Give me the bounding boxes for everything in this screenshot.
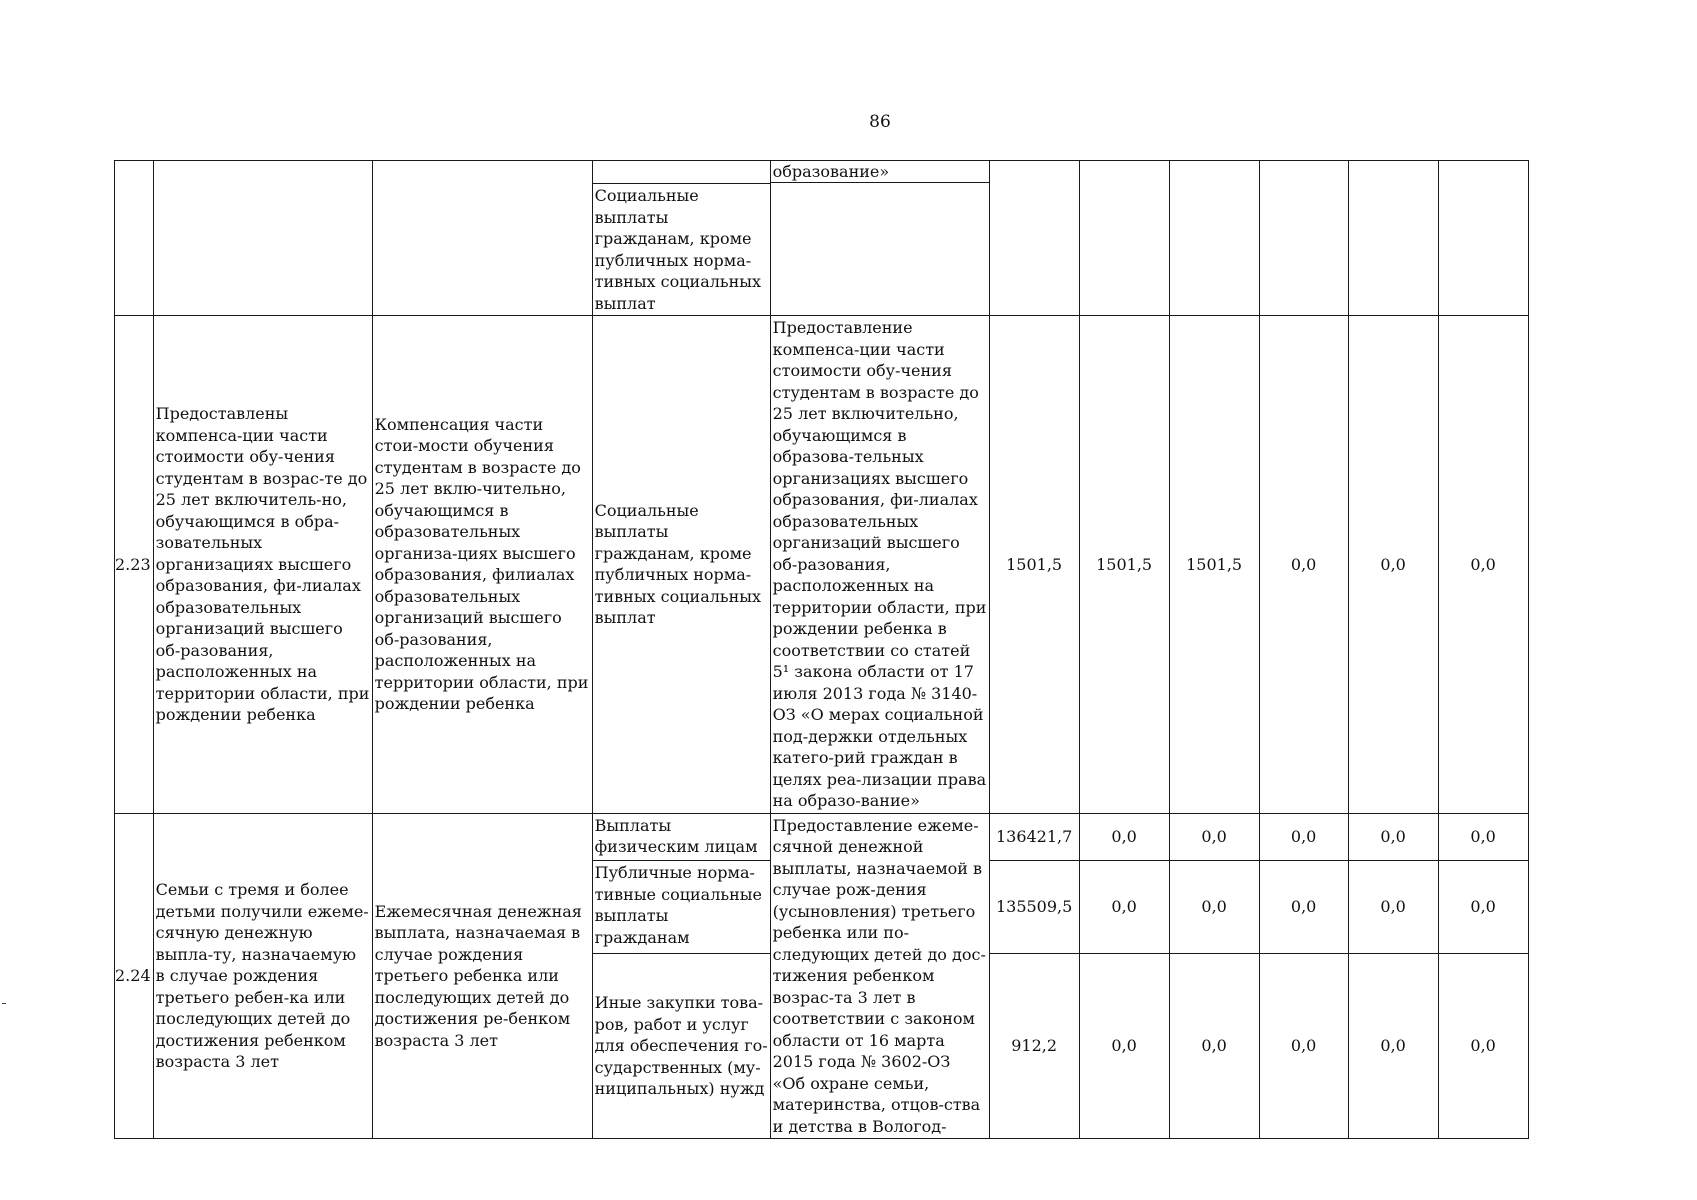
row-value-1: 136421,7 — [989, 813, 1079, 861]
row-value-4: 0,0 — [1259, 953, 1348, 1138]
row-code: 2.24 — [115, 813, 154, 1139]
row-value-3: 0,0 — [1169, 861, 1259, 954]
row-expense-type: Публичные норма-тивные социальные выплаты гражданам — [592, 861, 770, 954]
row-value-6: 0,0 — [1438, 813, 1528, 861]
row-value-3: 1501,5 — [1169, 316, 1259, 814]
row-value-5: 0,0 — [1348, 316, 1438, 814]
row-expense-type: Социальные выплаты гражданам, кроме публичных норма-тивных социальных выплат — [592, 316, 770, 814]
margin-mark — [2, 1003, 6, 1004]
row-value-1: 912,2 — [989, 953, 1079, 1138]
page-number: 86 — [869, 112, 891, 132]
row-value-3: 0,0 — [1169, 953, 1259, 1138]
row-measure: Ежемесячная денежная выплата, назначаемая в случае рождения третьего ребенка или последующих детей до достижения ре-бенком возраста 3 лет — [372, 813, 592, 1139]
cell-value — [1348, 161, 1438, 316]
row-value-2: 0,0 — [1079, 861, 1169, 954]
row-result: Семьи с тремя и более детьми получили ежеме-сячную денежную выпла-ту, назначаемую в случае рождения третьего ребен-ка или последующих детей до достижения ребенком возраста 3 лет — [153, 813, 372, 1139]
row-result: Предоставлены компенса-ции части стоимости обу-чения студентам в возрас-те до 25 лет включитель-но, обучающимся в обра-зовательных организациях высшего образования, фи-лиалах образовательных организаций высшего об-разования, расположенных на территории области, при рождении ребенка — [153, 316, 372, 814]
cell-value — [1438, 161, 1528, 316]
cell-value — [1169, 161, 1259, 316]
cell-result — [153, 161, 372, 316]
table-row-2-23 — [115, 316, 1529, 814]
cell-code — [115, 161, 154, 316]
row-value-6: 0,0 — [1438, 861, 1528, 954]
row-value-4: 0,0 — [1259, 861, 1348, 954]
row-value-6: 0,0 — [1438, 953, 1528, 1138]
cell-value — [1259, 161, 1348, 316]
row-code: 2.23 — [115, 316, 154, 814]
budget-table — [114, 160, 1529, 1139]
table-row-2-24-a — [115, 813, 1529, 861]
cell-measure — [372, 161, 592, 316]
program-text-end: образование» — [771, 161, 989, 183]
row-value-2: 1501,5 — [1079, 316, 1169, 814]
row-value-1: 135509,5 — [989, 861, 1079, 954]
row-measure: Компенсация части стои-мости обучения студентам в возрасте до 25 лет вклю-чительно, обучающимся в образовательных организа-циях высшего образования, филиалах образовательных организаций высшего об-разования, расположенных на территории области, при рождении ребенка — [372, 316, 592, 814]
row-value-2: 0,0 — [1079, 813, 1169, 861]
row-value-4: 0,0 — [1259, 813, 1348, 861]
table-row-continued — [115, 161, 1529, 316]
row-value-2: 0,0 — [1079, 953, 1169, 1138]
row-basis: Предоставление ежеме-сячной денежной выплаты, назначаемой в случае рож-дения (усыновления) третьего ребенка или по-следующих детей до дос-тижения ребенком возрас-та 3 лет в соответствии с законом области от 16 марта 2015 года № 3602-ОЗ «Об охране семьи, материнства, отцов-ства и детства в Вологод- — [770, 813, 989, 1139]
row-value-5: 0,0 — [1348, 813, 1438, 861]
row-value-5: 0,0 — [1348, 861, 1438, 954]
row-expense-type: Иные закупки това-ров, работ и услуг для обеспечения го-сударственных (му-ниципальных) нужд — [592, 953, 770, 1138]
row-value-4: 0,0 — [1259, 316, 1348, 814]
row-value-5: 0,0 — [1348, 953, 1438, 1138]
row-expense-type: Выплаты физическим лицам — [592, 813, 770, 861]
row-basis: Предоставление компенса-ции части стоимости обу-чения студентам в возрасте до 25 лет включительно, обучающимся в образова-тельных организациях высшего образования, фи-лиалах образовательных организаций высшего об-разования, расположенных на территории области, при рождении ребенка в соответствии со статей 5¹ закона области от 17 июля 2013 года № 3140-ОЗ «О мерах социальной под-держки отдельных катего-рий граждан в целях реа-лизации права на образо-вание» — [770, 316, 989, 814]
cell-expense-type — [592, 161, 770, 316]
row-value-1: 1501,5 — [989, 316, 1079, 814]
expense-type-text: Социальные выплаты гражданам, кроме публичных норма-тивных социальных выплат — [593, 183, 770, 315]
cell-value — [1079, 161, 1169, 316]
cell-basis — [770, 161, 989, 316]
cell-value — [989, 161, 1079, 316]
row-value-3: 0,0 — [1169, 813, 1259, 861]
row-value-6: 0,0 — [1438, 316, 1528, 814]
